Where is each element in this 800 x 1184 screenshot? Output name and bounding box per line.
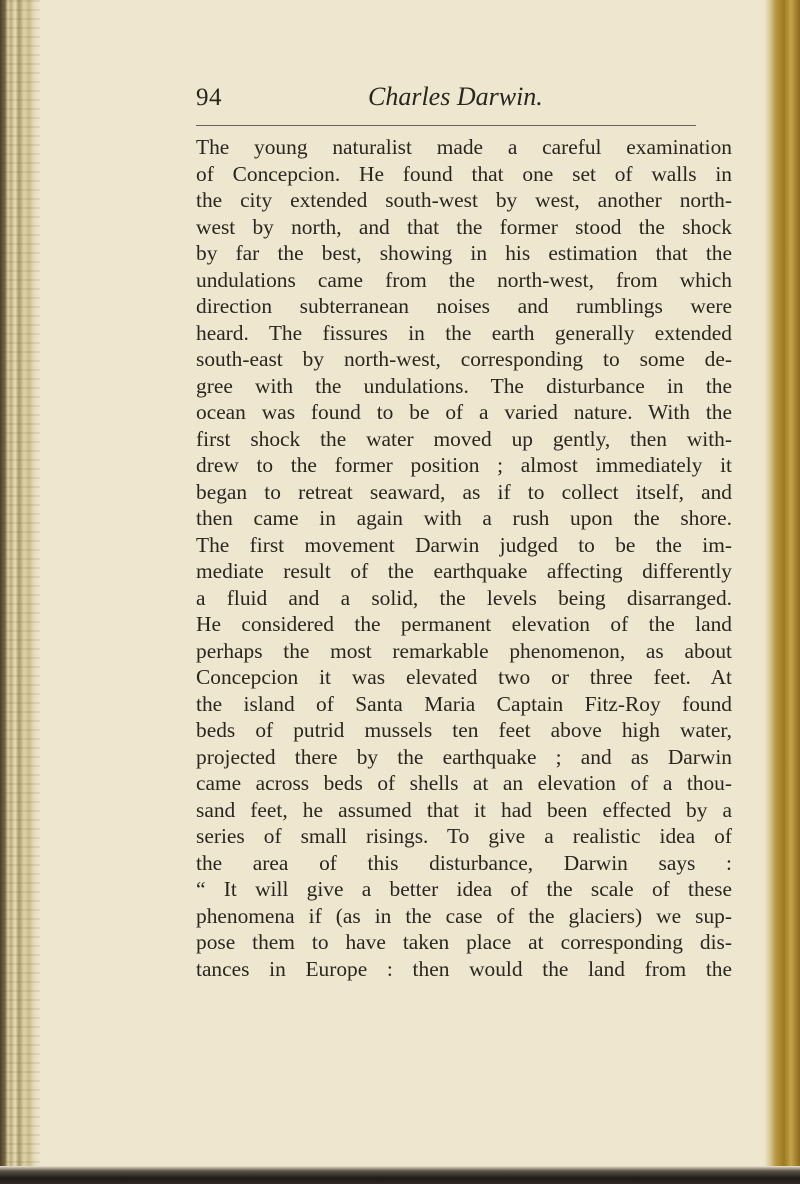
text-line: tances in Europe : then would the land from the bbox=[196, 956, 732, 981]
text-line: gree with the undulations. The disturbance in the bbox=[196, 373, 732, 398]
text-line: projected there by the earthquake ; and as Darwin bbox=[196, 744, 732, 769]
text-line: The first movement Darwin judged to be the im- bbox=[196, 532, 732, 557]
text-line: beds of putrid mussels ten feet above high water, bbox=[196, 718, 732, 742]
text-line: series of small risings. To give a realistic idea of bbox=[196, 824, 732, 848]
running-title: Charles Darwin. bbox=[368, 82, 543, 111]
page-header bbox=[196, 84, 736, 124]
text-line: west by north, and that the former stood the shock bbox=[196, 214, 732, 239]
page-number: 94 bbox=[196, 84, 222, 111]
text-line: came across beds of shells at an elevation of a thou- bbox=[196, 771, 732, 795]
text-line: phenomena if (as in the case of the glaciers) we sup- bbox=[196, 903, 732, 928]
body-text bbox=[196, 134, 732, 982]
text-line: direction subterranean noises and rumblings were bbox=[196, 294, 732, 318]
text-line: sand feet, he assumed that it had been effected by a bbox=[196, 797, 732, 822]
text-line: The young naturalist made a careful examination bbox=[196, 135, 732, 159]
page-edge-bottom bbox=[0, 1166, 800, 1184]
text-line: the city extended south-west by west, another north- bbox=[196, 188, 732, 212]
text-line: Concepcion it was elevated two or three feet. At bbox=[196, 665, 732, 689]
text-line: undulations came from the north-west, from which bbox=[196, 267, 732, 292]
text-line: south-east by north-west, corresponding to some de- bbox=[196, 347, 732, 371]
text-line: pose them to have taken place at corresponding dis- bbox=[196, 930, 732, 954]
text-line: first shock the water moved up gently, then with- bbox=[196, 426, 732, 451]
text-line: by far the best, showing in his estimation that the bbox=[196, 241, 732, 265]
page-edge-right bbox=[764, 0, 800, 1184]
text-line: “ It will give a better idea of the scale of these bbox=[196, 877, 732, 901]
book-binding-left bbox=[0, 0, 40, 1184]
text-line: perhaps the most remarkable phenomenon, as about bbox=[196, 638, 732, 663]
text-line: began to retreat seaward, as if to collect itself, and bbox=[196, 479, 732, 504]
header-rule bbox=[196, 125, 696, 126]
text-line: ocean was found to be of a varied nature. With the bbox=[196, 400, 732, 424]
text-line: He considered the permanent elevation of the land bbox=[196, 612, 732, 636]
text-line: of Concepcion. He found that one set of walls in bbox=[196, 161, 732, 186]
text-line: the area of this disturbance, Darwin says : bbox=[196, 850, 732, 875]
text-line: drew to the former position ; almost immediately it bbox=[196, 453, 732, 477]
book-page bbox=[196, 82, 736, 981]
text-line: then came in again with a rush upon the shore. bbox=[196, 506, 732, 530]
text-line: a fluid and a solid, the levels being disarranged. bbox=[196, 585, 732, 610]
text-line: the island of Santa Maria Captain Fitz-Roy found bbox=[196, 691, 732, 716]
text-line: mediate result of the earthquake affecting differently bbox=[196, 559, 732, 583]
text-line: heard. The fissures in the earth generally extended bbox=[196, 320, 732, 345]
